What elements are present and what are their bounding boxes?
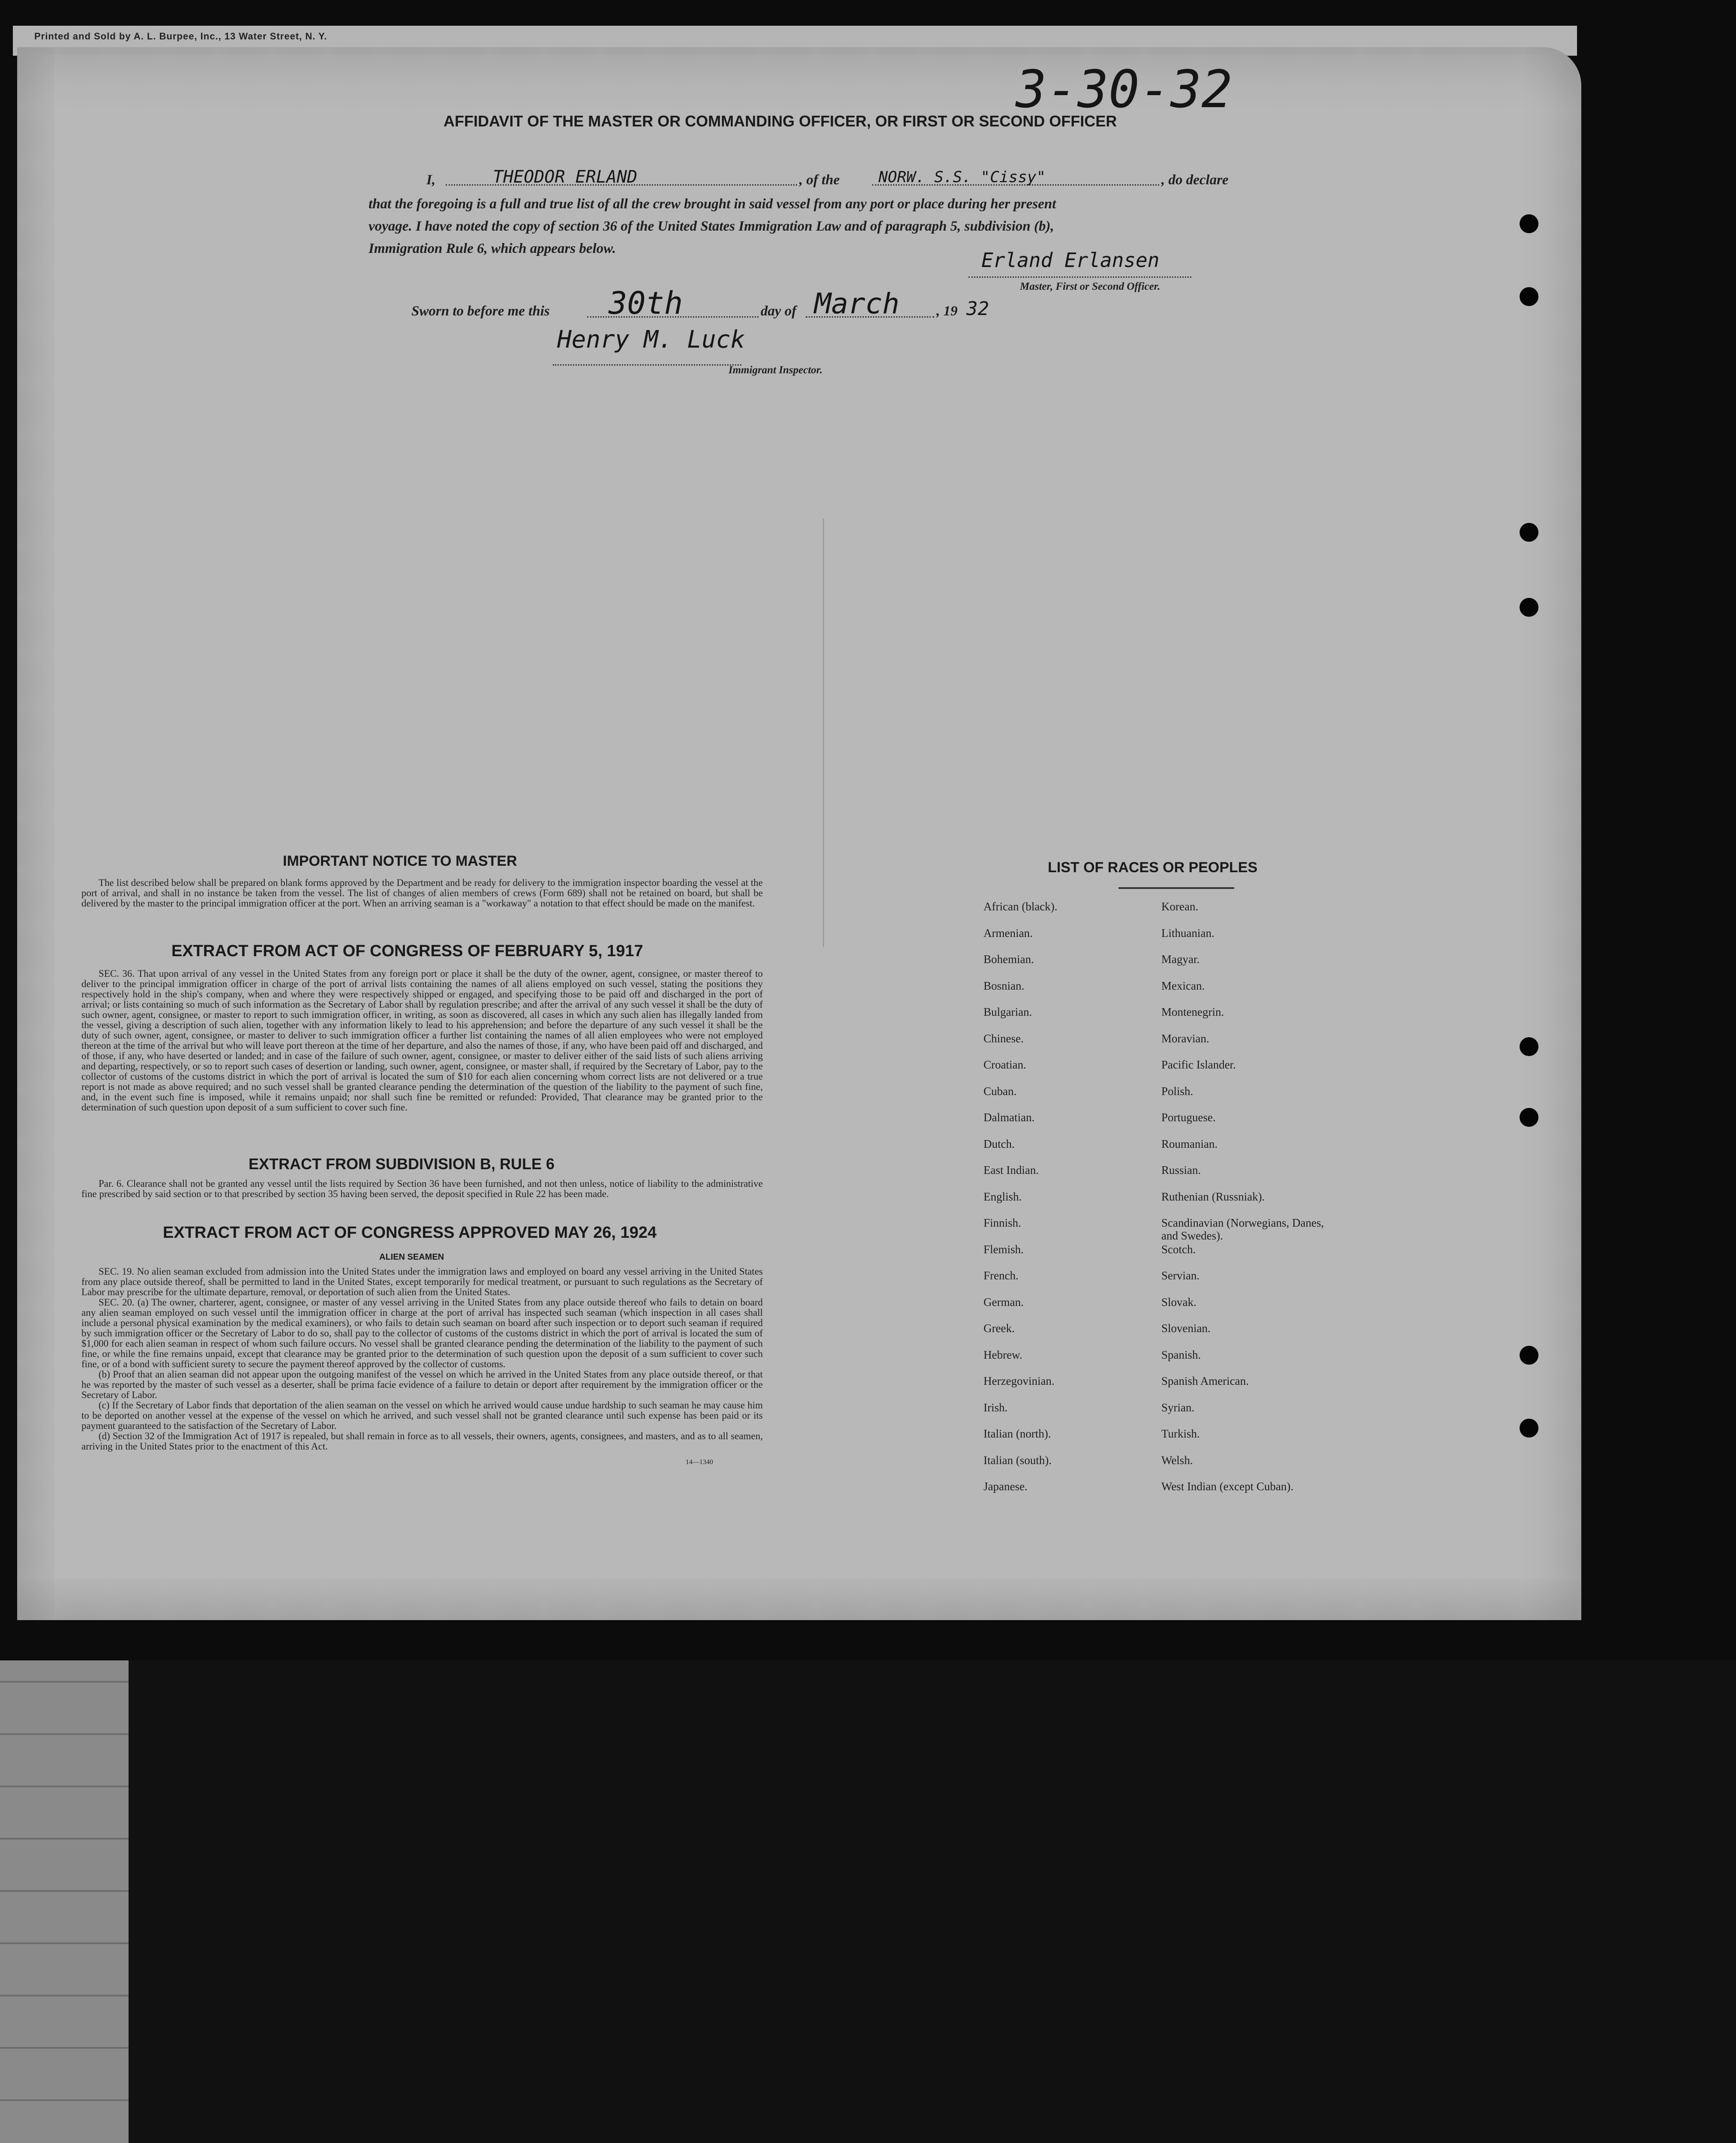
race-item: Japanese. bbox=[983, 1480, 1028, 1493]
day-of-label: day of bbox=[761, 303, 797, 319]
race-item: African (black). bbox=[983, 900, 1058, 913]
race-item: Scotch. bbox=[1161, 1243, 1196, 1256]
binder-hole bbox=[1520, 598, 1538, 617]
race-item: West Indian (except Cuban). bbox=[1161, 1480, 1294, 1493]
races-left-column bbox=[983, 900, 1146, 1507]
races-right-column bbox=[1161, 900, 1341, 1507]
race-item: Bosnian. bbox=[983, 979, 1025, 992]
year-suffix: 32 bbox=[966, 298, 989, 320]
extract-1924-text bbox=[81, 1267, 763, 1452]
sworn-label: Sworn to before me this bbox=[411, 303, 550, 319]
extract-1924-paragraph: (b) Proof that an alien seaman did not appear upon the outgoing manifest of the vessel on which he arrived in the United States from any place outside thereof, or that he was reported by the master of such vessel as a deserter, shall be prima facie evidence of a failure to detain or deport after requirement by the immigration officer or the Secretary of Labor. bbox=[81, 1369, 763, 1400]
race-item: Armenian. bbox=[983, 926, 1033, 939]
notice-text bbox=[81, 878, 763, 909]
race-item: Dalmatian. bbox=[983, 1111, 1035, 1124]
race-item: Magyar. bbox=[1161, 953, 1200, 966]
race-item: Cuban. bbox=[983, 1084, 1017, 1098]
year-prefix: , 19 bbox=[936, 303, 958, 319]
extract-1917-title: EXTRACT FROM ACT OF CONGRESS OF FEBRUARY 5, 1917 bbox=[171, 942, 643, 960]
binder-hole bbox=[1520, 1419, 1538, 1438]
race-item: Bohemian. bbox=[983, 953, 1034, 966]
inspector-signature-line bbox=[553, 364, 741, 366]
race-item: Russian. bbox=[1161, 1164, 1201, 1177]
race-item: Hebrew. bbox=[983, 1348, 1022, 1361]
race-item: Herzegovinian. bbox=[983, 1375, 1055, 1387]
affidavit-title: AFFIDAVIT OF THE MASTER OR COMMANDING OFFICER, OR FIRST OR SECOND OFFICER bbox=[444, 112, 1117, 130]
race-item: Turkish. bbox=[1161, 1427, 1200, 1440]
printer-line: Printed and Sold by A. L. Burpee, Inc., 13 Water Street, N. Y. bbox=[34, 31, 327, 42]
race-item: Roumanian. bbox=[1161, 1137, 1218, 1150]
notice-title: IMPORTANT NOTICE TO MASTER bbox=[283, 853, 517, 869]
race-item: Scandinavian (Norwegians, Danes, and Swedes). bbox=[1161, 1216, 1324, 1242]
race-item: Italian (south). bbox=[983, 1453, 1052, 1467]
race-item: Flemish. bbox=[983, 1243, 1024, 1256]
race-item: Lithuanian. bbox=[1161, 926, 1214, 939]
race-item: German. bbox=[983, 1295, 1024, 1309]
binder-hole bbox=[1520, 523, 1538, 542]
race-item: Finnish. bbox=[983, 1216, 1021, 1229]
extract-1924-paragraph: (c) If the Secretary of Labor finds that deportation of the alien seaman on the vessel on which he arrived would cause undue hardship to such seaman he may cause him to be deported on another vessel at the expense of the vessel on which he arrived, and such vessel shall not be granted clearance until such expense has been paid or its payment guaranteed to the satisfaction of the Secretary of Labor. bbox=[81, 1400, 763, 1431]
extract-1924-paragraph: SEC. 20. (a) The owner, charterer, agent, consignee, or master of any vessel arriving in the United States from any place outside thereof who fails to detain on board any alien seaman employed on such vessel until the immigration officer in charge at the port of arrival has inspected such seaman (which inspection in all cases shall include a personal physical examination by the medical examiners), or who fails to detain such seaman on board after such inspection or to deport such seaman if required by such immigration officer or the Secretary of Labor to do so, shall pay to the collector of customs of the customs district in which the port of arrival is located the sum of $1,000 for each alien seaman in respect of whom such failure occurs. No vessel shall be granted clearance pending the determination of the liability to the payment of such fine, or while the fine remains unpaid, except that clearance may be granted prior to the determination of such question upon the deposit of a sum sufficient to cover such fine, or of a bond with sufficient surety to secure the payment thereof approved by the collector of customs. bbox=[81, 1297, 763, 1369]
form-number: 14—1340 bbox=[686, 1459, 713, 1466]
extract-rule6-title: EXTRACT FROM SUBDIVISION B, RULE 6 bbox=[249, 1155, 555, 1173]
binder-hole bbox=[1520, 287, 1538, 306]
race-item: Servian. bbox=[1161, 1269, 1200, 1282]
binder-hole bbox=[1520, 1037, 1538, 1056]
binder-hole bbox=[1520, 1108, 1538, 1127]
extract-1924-paragraph: (d) Section 32 of the Immigration Act of 1917 is repealed, but shall remain in force as to all vessels, their owners, agents, consignees, and masters, and as to all seamen, arriving in the United States prior to the enactment of this Act. bbox=[81, 1431, 763, 1452]
race-item: English. bbox=[983, 1190, 1022, 1203]
race-item: Italian (north). bbox=[983, 1427, 1051, 1440]
vessel-name: NORW. S.S. "Cissy" bbox=[878, 168, 1046, 186]
extract-rule6-text bbox=[81, 1179, 763, 1199]
race-item: Portuguese. bbox=[1161, 1111, 1216, 1124]
race-item: Spanish. bbox=[1161, 1348, 1201, 1361]
inspector-signature: Henry M. Luck bbox=[557, 326, 745, 354]
race-item: Welsh. bbox=[1161, 1453, 1193, 1467]
sworn-month: March bbox=[814, 287, 899, 320]
document-sheet bbox=[17, 47, 1581, 1620]
master-signature: Erland Erlansen bbox=[981, 249, 1160, 272]
sworn-day: 30th bbox=[609, 285, 683, 321]
race-item: Korean. bbox=[1161, 900, 1199, 913]
center-fold bbox=[823, 519, 824, 947]
master-signature-line bbox=[968, 276, 1191, 278]
race-item: East Indian. bbox=[983, 1164, 1039, 1177]
race-item: Slovak. bbox=[1161, 1295, 1196, 1309]
affidavit-body-line1: that the foregoing is a full and true list of all the crew brought in said vessel from any port or place during her present bbox=[369, 196, 1056, 212]
race-item: Irish. bbox=[983, 1401, 1008, 1414]
race-item: Bulgarian. bbox=[983, 1005, 1032, 1018]
races-title-rule bbox=[1118, 887, 1234, 889]
race-item: Mexican. bbox=[1161, 979, 1205, 992]
race-item: Moravian. bbox=[1161, 1032, 1209, 1045]
race-item: Spanish American. bbox=[1161, 1375, 1249, 1387]
race-item: Pacific Islander. bbox=[1161, 1058, 1236, 1071]
binder-hole bbox=[1520, 214, 1538, 233]
handwritten-date: 3-30-32 bbox=[1016, 60, 1232, 120]
extract-1917-text bbox=[81, 969, 763, 1113]
race-item: Chinese. bbox=[983, 1032, 1024, 1045]
extract-1924-subtitle: ALIEN SEAMEN bbox=[379, 1252, 444, 1262]
race-item: Ruthenian (Russniak). bbox=[1161, 1190, 1265, 1203]
race-item: Greek. bbox=[983, 1322, 1015, 1335]
race-item: Dutch. bbox=[983, 1137, 1015, 1150]
label-do-declare: , do declare bbox=[1161, 172, 1229, 188]
affidavit-body-line3: Immigration Rule 6, which appears below. bbox=[369, 241, 616, 256]
master-caption: Master, First or Second Officer. bbox=[1020, 281, 1160, 292]
extract-rule6-paragraph: Par. 6. Clearance shall not be granted any vessel until the lists required by Section 36 have been furnished, and not then unless, notice of liability to the administrative fine prescribed by said section or to that prescribed by section 35 having been served, the deposit specified in Rule 22 has been made. bbox=[81, 1178, 763, 1199]
race-item: Syrian. bbox=[1161, 1401, 1195, 1414]
master-name: THEODOR ERLAND bbox=[493, 167, 638, 187]
race-item: Montenegrin. bbox=[1161, 1005, 1224, 1018]
race-item: Slovenian. bbox=[1161, 1322, 1211, 1335]
race-item: Polish. bbox=[1161, 1084, 1193, 1098]
notice-paragraph: The list described below shall be prepared on blank forms approved by the Department and be ready for delivery to the immigration inspector boarding the vessel at the port of arrival, and shall in no instance be taken from the vessel. The list of changes of alien members of crews (Form 689) shall not be retained on board, but shall be delivered by the master to the principal immigration officer at the port. When an arriving seaman is a "workaway" a notation to that effect should be made on the manifest. bbox=[81, 877, 763, 909]
label-of-the: , of the bbox=[799, 172, 840, 188]
race-item: Croatian. bbox=[983, 1058, 1026, 1071]
affidavit-body-line2: voyage. I have noted the copy of section 36 of the United States Immigration Law and of paragraph 5, subdivision (b), bbox=[369, 219, 1054, 234]
extract-1924-paragraph: SEC. 19. No alien seaman excluded from admission into the United States under the immigration laws and employed on board any vessel arriving in the United States from any place outside thereof, shall be permitted to land in the United States, except temporarily for medical treatment, or pursuant to such regulations as the Secretary of Labor may prescribe for the ultimate departure, removal, or deportation of such alien from the United States. bbox=[81, 1266, 763, 1297]
race-item: French. bbox=[983, 1269, 1019, 1282]
label-i: I, bbox=[426, 172, 436, 188]
races-title: LIST OF RACES OR PEOPLES bbox=[1048, 859, 1258, 876]
binder-hole bbox=[1520, 1346, 1538, 1365]
extract-1917-paragraph: SEC. 36. That upon arrival of any vessel in the United States from any foreign port or place it shall be the duty of the owner, agent, consignee, or master thereof to deliver to the principal immigration officer in charge of the port of arrival lists containing the names of all aliens employed on such vessel, stating the positions they respectively hold in the ship's company, when and where they were respectively shipped or engaged, and specifying those to be paid off and discharged in the port of arrival; or lists containing so much of such information as the Secretary of Labor shall by regulation prescribe; and after the arrival of any such vessel it shall be the duty of such owner, agent, consignee, or master to report to such immigration officer, in writing, as soon as discovered, all cases in which any such alien has illegally landed from the vessel, giving a description of such alien, together with any information likely to lead to his apprehension; and before the departure of any such vessel it shall be the duty of such owner, agent, consignee, or master to deliver to such immigration officer a further list containing the names of all alien employees who were not employed thereon at the time of the arrival but who will leave port thereon at the time of her departure, and also the names of those, if any, who have been paid off and discharged, and of those, if any, who have deserted or landed; and in case of the failure of such owner, agent, consignee, or master to deliver either of the said lists of such aliens arriving and departing, respectively, or so to report such cases of desertion or landing, such owner, agent, consignee, or master shall, if required by the Secretary of Labor, pay to the collector of customs of the customs district in which the port of arrival is located the sum of $10 for each alien concerning whom correct lists are not delivered or a true report is not made as above required; and no such vessel shall be granted clearance pending the determination of the question of the liability to the payment of such fine, and, in the event such fine is imposed, while it remains unpaid; nor shall such fine be remitted or refunded: Provided, That clearance may be granted prior to the determination of such question upon deposit of a sum sufficient to cover such fine. bbox=[81, 968, 763, 1113]
extract-1924-title: EXTRACT FROM ACT OF CONGRESS APPROVED MAY 26, 1924 bbox=[163, 1224, 657, 1242]
inspector-caption: Immigrant Inspector. bbox=[729, 364, 823, 376]
